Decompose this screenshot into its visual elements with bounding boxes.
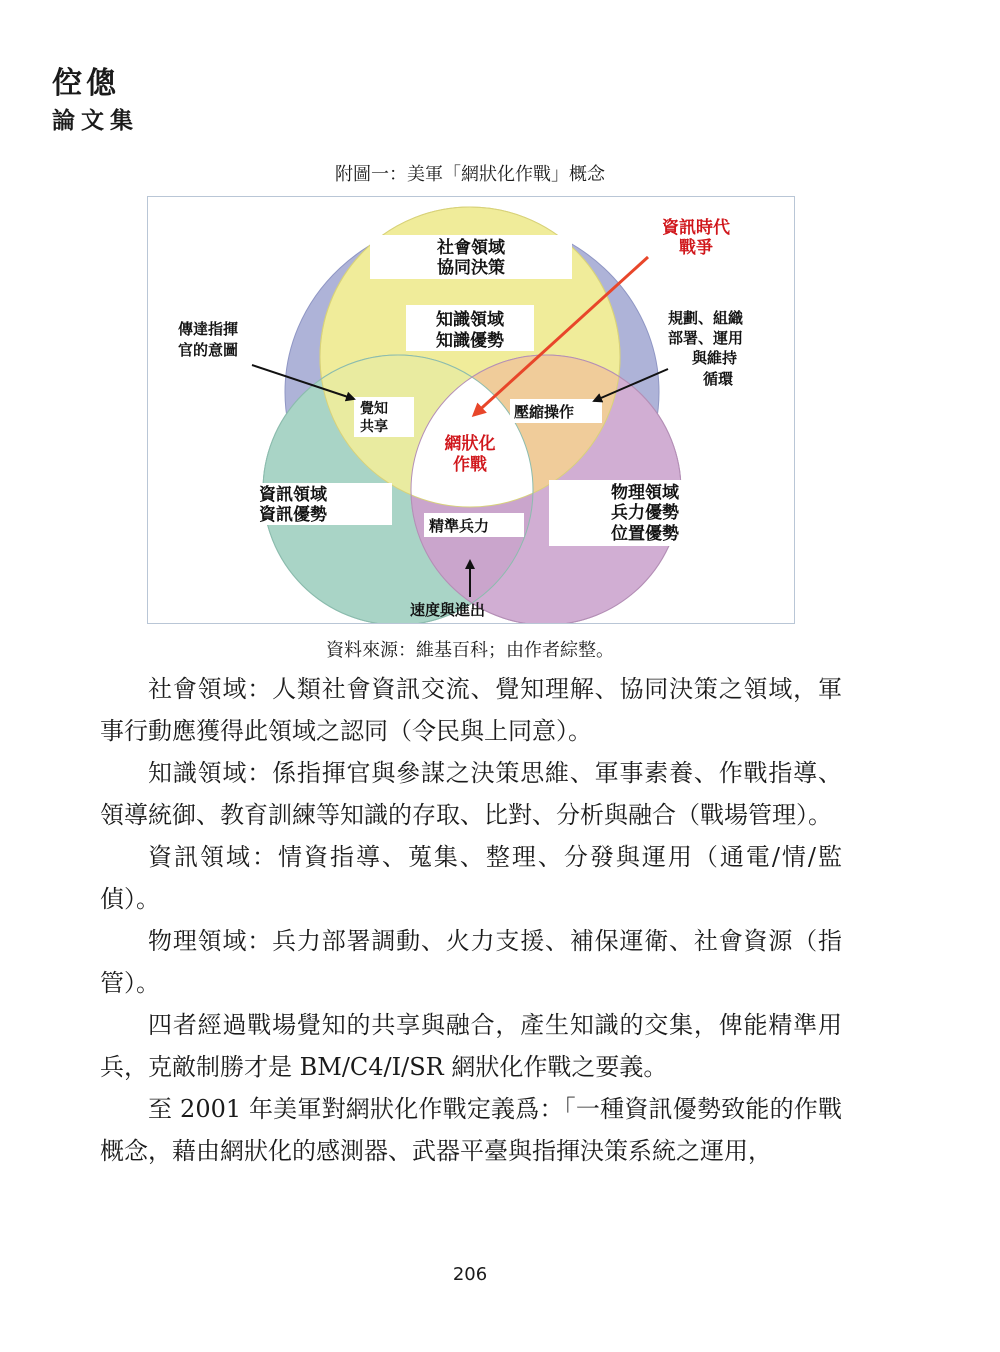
paragraph-knowledge: 知識領域：係指揮官與參謀之決策思維、軍事素養、作戰指導、領導統御、教育訓練等知識的存取、比對、分析與融合（戰場管理）。: [100, 759, 842, 829]
physical-label-2: 兵力優勢: [611, 503, 679, 523]
ncw-label-2: 作戰: [453, 455, 487, 475]
figure-source: 資料來源：維基百科；由作者綜整。: [326, 640, 614, 661]
paragraph-fusion: 四者經過戰場覺知的共享與融合，產生知識的交集，俾能精準用兵，克敵制勝才是 BM/C4/I/SR 網狀化作戰之要義。: [100, 1011, 842, 1081]
compress-label: 壓縮操作: [514, 403, 575, 421]
paragraph-information: 資訊領域：情資指導、蒐集、整理、分發與運用（通電/情/監偵）。: [100, 843, 842, 913]
planning-label-3: 與維持: [692, 349, 738, 367]
precision-label: 精準兵力: [429, 517, 490, 535]
ncw-concept-diagram: [147, 196, 795, 624]
physical-label-1: 物理領域: [611, 483, 679, 503]
commander-label-1: 傳達指揮: [178, 320, 239, 338]
speed-label: 速度與進出: [410, 601, 486, 619]
shared-label-1: 覺知: [360, 401, 388, 417]
info-war-label-2: 戰爭: [679, 238, 713, 258]
info-war-label-1: 資訊時代: [662, 218, 730, 238]
page-number: 206: [452, 1264, 488, 1285]
paragraph-social: 社會領域：人類社會資訊交流、覺知理解、協同決策之領域，軍事行動應獲得此領域之認同（令民與上同意）。: [100, 675, 842, 745]
body-text: [100, 668, 842, 1172]
knowledge-label-1: 知識領域: [436, 310, 504, 330]
diagram-svg: [148, 197, 794, 623]
ncw-label-1: 網狀化: [444, 434, 496, 454]
social-label-1: 社會領域: [437, 238, 505, 258]
info-label-1: 資訊領域: [259, 485, 327, 505]
info-label-2: 資訊優勢: [259, 505, 327, 525]
header-subtitle: 論文集: [52, 107, 139, 134]
shared-label-2: 共享: [360, 419, 388, 435]
paragraph-definition: 至 2001 年美軍對網狀化作戰定義爲：「一種資訊優勢致能的作戰概念，藉由網狀化的感測器、武器平臺與指揮決策系統之運用，: [100, 1095, 842, 1165]
knowledge-label-2: 知識優勢: [436, 331, 504, 351]
header-title: 倥傯: [52, 66, 120, 101]
planning-label-1: 規劃、組織: [668, 309, 744, 327]
commander-label-2: 官的意圖: [178, 341, 239, 359]
social-label-2: 協同決策: [437, 258, 505, 278]
figure-caption: 附圖一：美軍「網狀化作戰」概念: [335, 164, 605, 185]
physical-label-3: 位置優勢: [611, 524, 679, 544]
planning-label-2: 部署、運用: [668, 329, 744, 347]
paragraph-physical: 物理領域：兵力部署調動、火力支援、補保運衛、社會資源（指管）。: [100, 927, 842, 997]
planning-label-4: 循環: [703, 370, 734, 388]
